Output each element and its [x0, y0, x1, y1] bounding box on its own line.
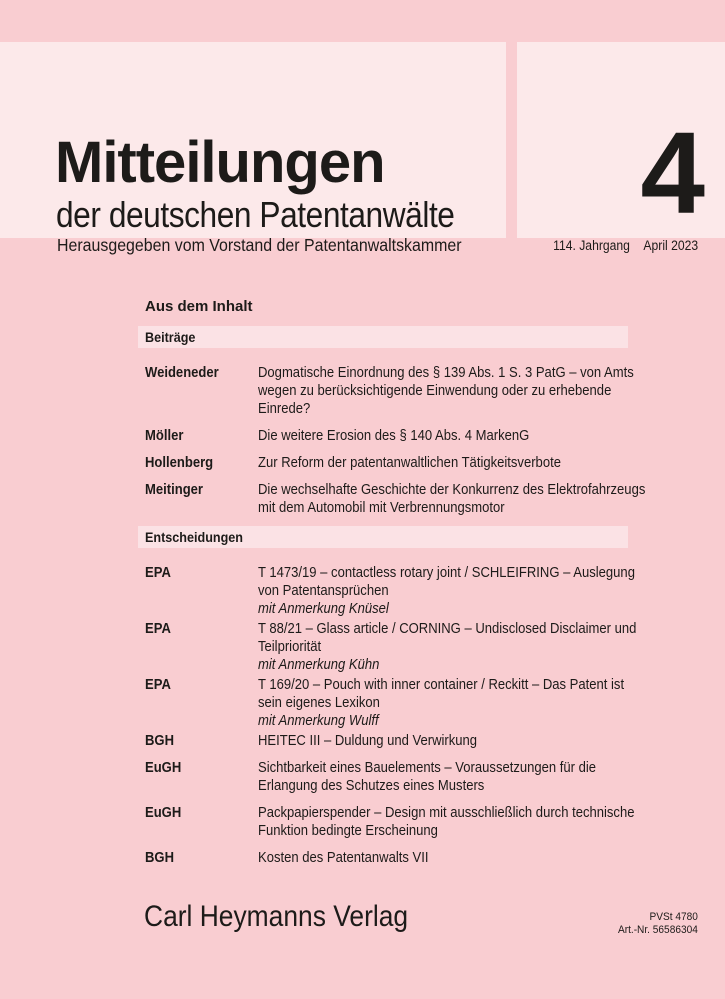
issue-number: 4	[640, 108, 705, 238]
toc-entry-note: mit Anmerkung Kühn	[258, 657, 380, 673]
postal-code: PVSt 4780	[649, 911, 698, 923]
section-label: Beiträge	[145, 329, 196, 345]
toc-entry-body	[258, 481, 645, 517]
toc-entry-title: Die wechselhafte Geschichte der Konkurrenz des Elektrofahrzeugs mit dem Automobil mit Verbrennungsmotor	[258, 482, 646, 516]
toc-entry-source: Möller	[145, 428, 184, 444]
toc-entry-row	[138, 564, 635, 618]
toc-entry-title: Die weitere Erosion des § 140 Abs. 4 MarkenG	[258, 428, 530, 444]
section-header-bar	[138, 326, 628, 348]
toc-entry-title: Kosten des Patentanwalts VII	[258, 850, 429, 866]
footer-codes	[618, 911, 698, 936]
toc-entry-body	[258, 804, 634, 840]
toc-entry-note: mit Anmerkung Knüsel	[258, 601, 389, 617]
publisher-name: Carl Heymanns Verlag	[144, 900, 409, 933]
toc-entry-source: EPA	[145, 621, 171, 637]
publisher-line: Herausgegeben vom Vorstand der Patentanwaltskammer	[57, 235, 462, 255]
toc-entry-row	[138, 759, 628, 795]
toc-entry-source: BGH	[145, 733, 175, 749]
toc-entry-source: EPA	[145, 677, 171, 693]
toc-entry-title: T 169/20 – Pouch with inner container / Reckitt – Das Patent ist sein eigenes Lexikon	[258, 677, 625, 711]
journal-subtitle: der deutschen Patentanwälte	[56, 194, 455, 235]
toc-entry-title: Zur Reform der patentanwaltlichen Tätigkeitsverbote	[258, 455, 561, 471]
toc-entry-body	[258, 759, 596, 795]
toc-entry-body	[258, 364, 634, 418]
toc-entry-title: Packpapierspender – Design mit ausschließlich durch technische Funktion bedingte Erscheinung	[258, 805, 635, 839]
toc-entry-source: EPA	[145, 565, 171, 581]
toc-entry-body	[258, 849, 591, 867]
volume-label: 114. Jahrgang	[552, 238, 630, 253]
toc-entry-row	[138, 364, 634, 418]
issue-date-label: April 2023	[643, 238, 698, 253]
toc-heading: Aus dem Inhalt	[145, 298, 253, 315]
section-label: Entscheidungen	[145, 529, 244, 545]
toc-entry-title: HEITEC III – Duldung und Verwirkung	[258, 733, 478, 749]
section-header-bar	[138, 526, 628, 548]
issue-meta	[553, 238, 698, 253]
table-of-contents	[138, 297, 646, 876]
toc-entry-row	[138, 849, 628, 867]
toc-entry-title: Sichtbarkeit eines Bauelements – Voraussetzungen für die Erlangung des Schutzes eines Musters	[258, 760, 597, 794]
toc-entry-source: BGH	[145, 850, 175, 866]
toc-entry-row	[138, 676, 628, 730]
toc-entry-row	[138, 427, 628, 445]
toc-entry-source: EuGH	[145, 805, 182, 821]
toc-entry-row	[138, 732, 628, 750]
toc-entry-source: Meitinger	[145, 482, 204, 498]
journal-title: Mitteilungen	[55, 130, 385, 195]
toc-entry-source: Hollenberg	[145, 455, 214, 471]
toc-entry-row	[138, 454, 628, 472]
toc-entry-title: Dogmatische Einordnung des § 139 Abs. 1 S. 3 PatG – von Amts wegen zu berücksichtigende Einwendung oder zu erhebende Einrede?	[258, 365, 634, 417]
toc-entry-row	[138, 481, 646, 517]
toc-entry-title: T 88/21 – Glass article / CORNING – Undisclosed Disclaimer und Teilpriorität	[258, 621, 637, 655]
toc-entry-row	[138, 804, 635, 840]
masthead-panel	[0, 42, 506, 255]
toc-entry-note: mit Anmerkung Wulff	[258, 713, 379, 729]
toc-entry-row	[138, 620, 637, 674]
toc-entry-body	[258, 427, 591, 445]
toc-sections	[138, 326, 646, 867]
toc-entry-body	[258, 454, 591, 472]
toc-entry-body	[258, 732, 591, 750]
toc-entry-body	[258, 620, 636, 674]
toc-entry-body	[258, 564, 635, 618]
issue-panel	[517, 42, 725, 253]
toc-entry-title: T 1473/19 – contactless rotary joint / SCHLEIFRING – Auslegung von Patentansprüchen	[258, 565, 635, 599]
toc-entry-source: EuGH	[145, 760, 182, 776]
toc-entry-source: Weideneder	[145, 365, 219, 381]
article-number: Art.-Nr. 56586304	[618, 923, 698, 936]
toc-entry-body	[258, 676, 624, 730]
